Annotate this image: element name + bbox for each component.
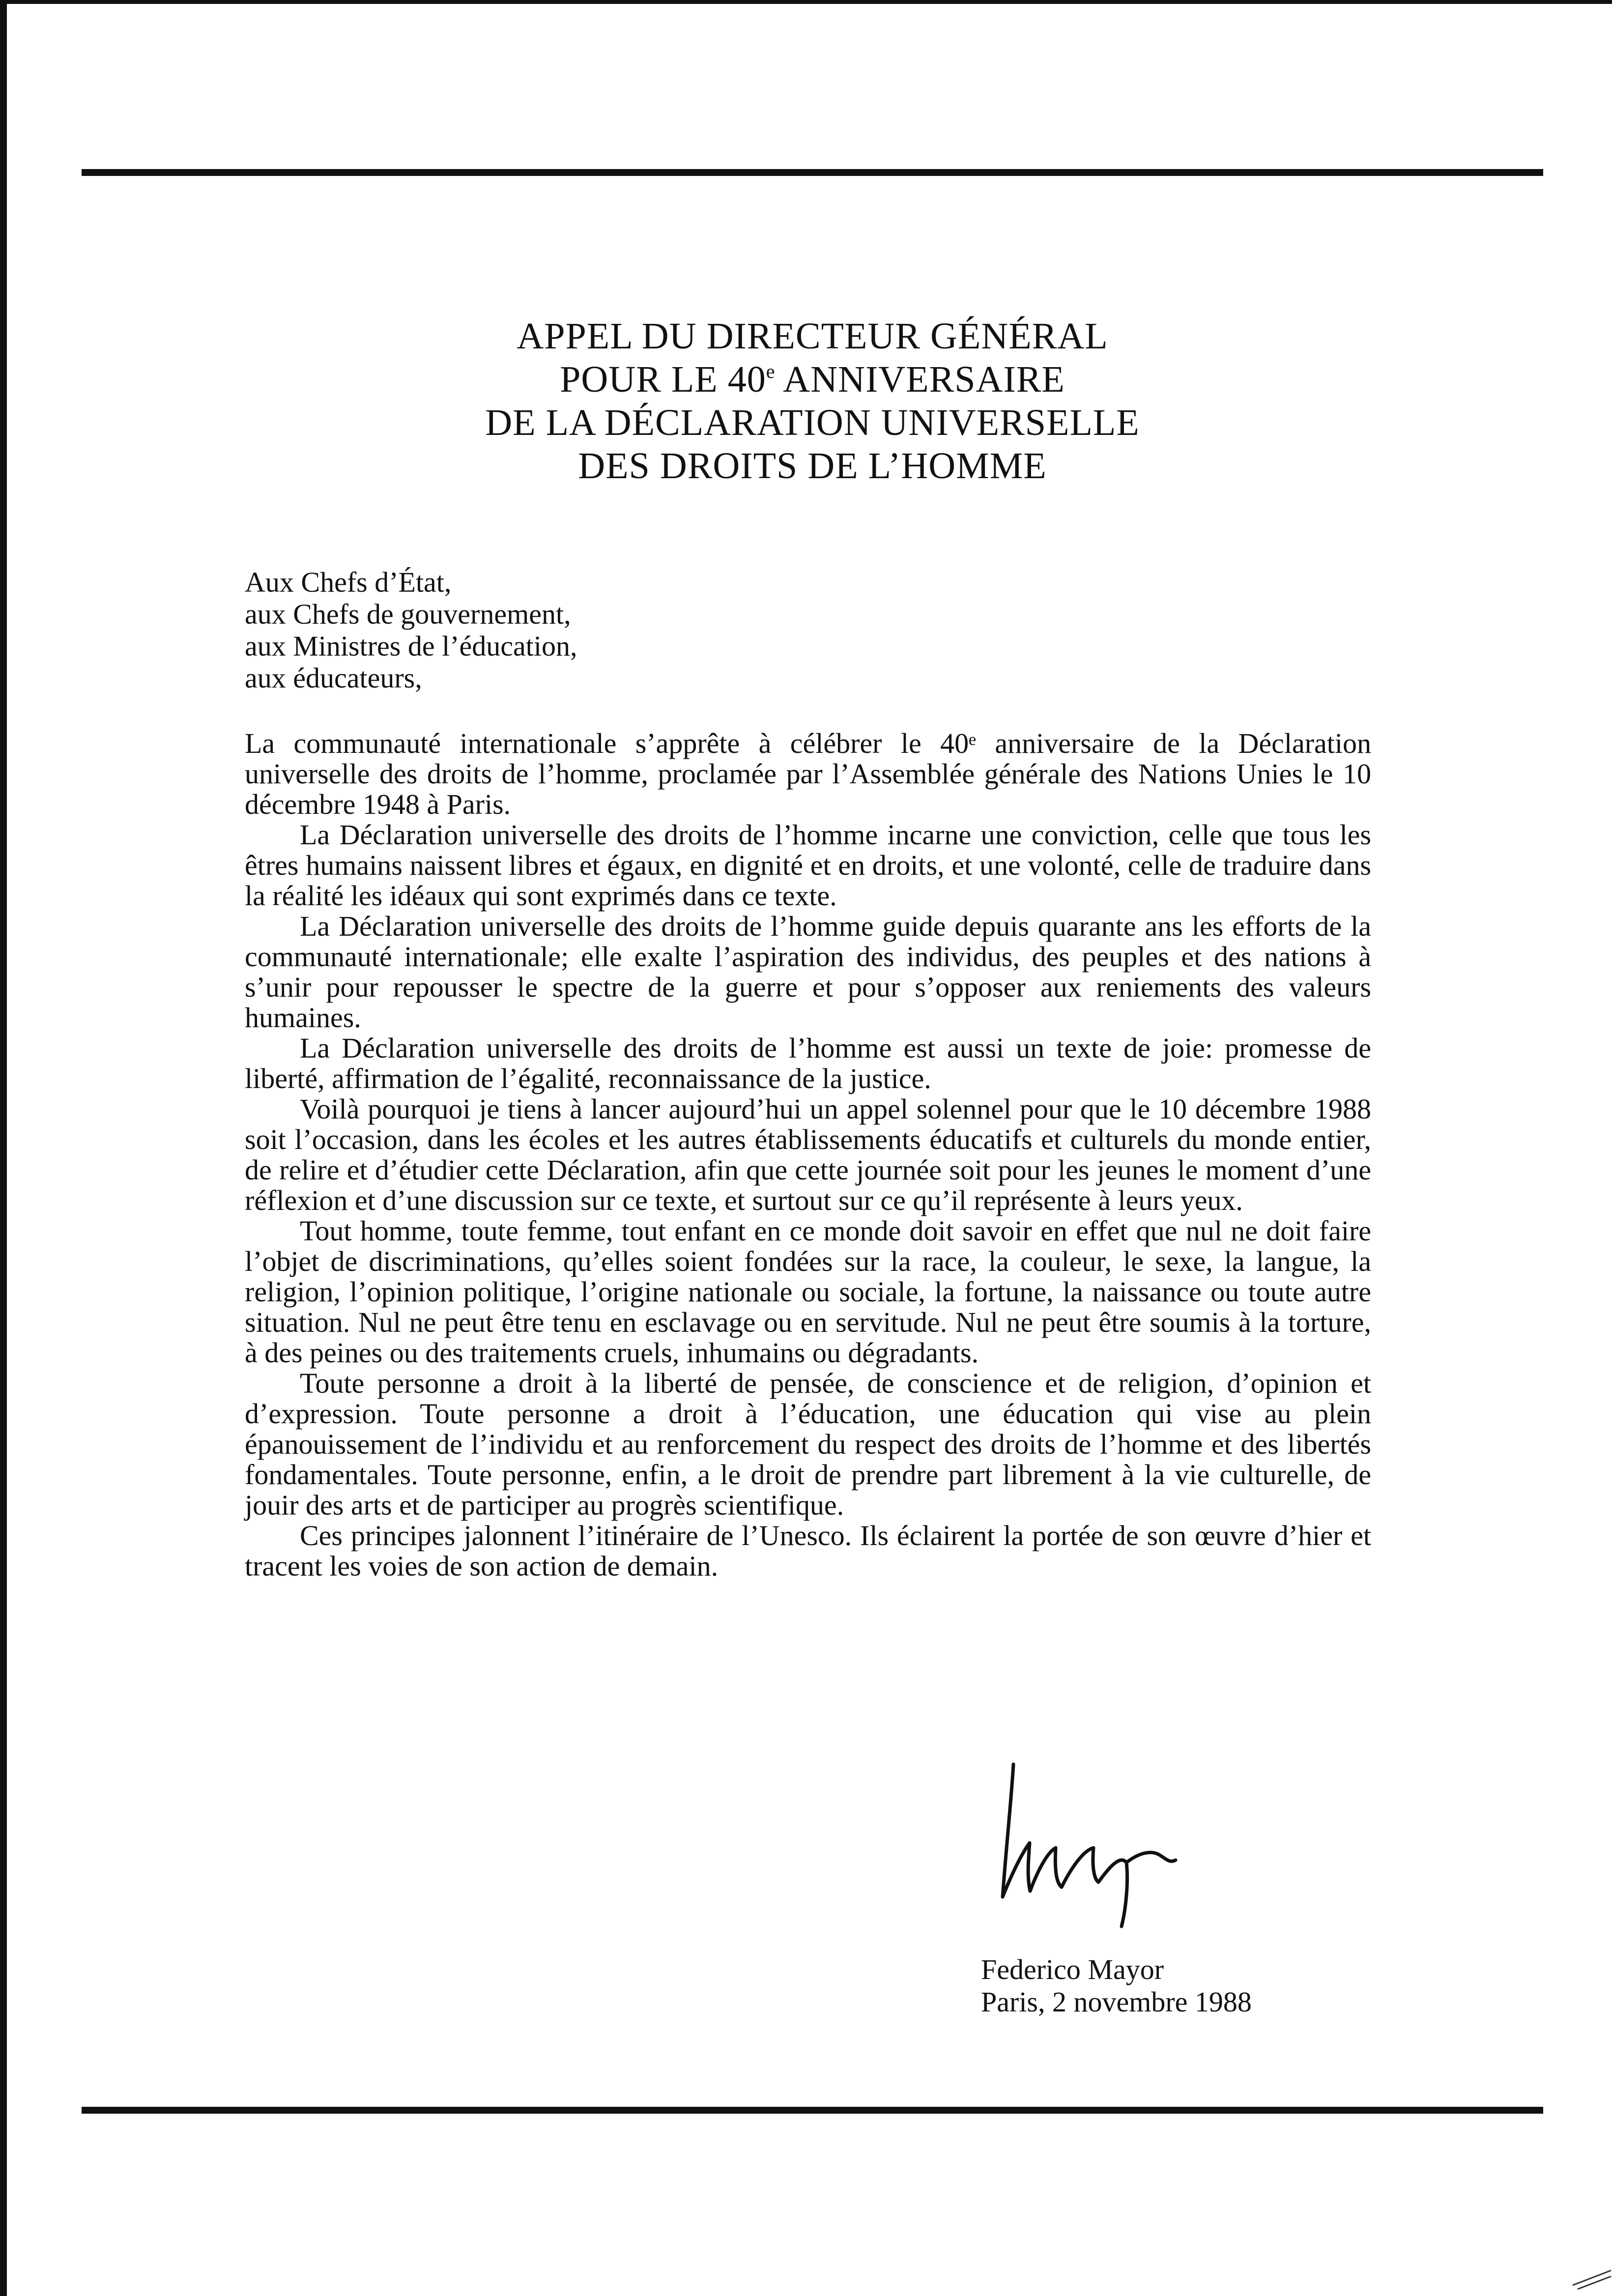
page-edge-left xyxy=(0,0,7,2296)
paragraph: Toute personne a droit à la liberté de pensée, de conscience et de religion, d’opinion et d’expression. Toute personne a droit à l’éducation, une éducation qui vise au plein épanouissement de l’individu et au renforcement du respect des droits de l’homme et des libertés fondamentales. Toute personne, enfin, a le droit de prendre part librement à la vie culturelle, de jouir des arts et de participer au progrès scientifique. xyxy=(245,1367,1371,1521)
addressee-line: Aux Chefs d’État, xyxy=(245,566,452,598)
title-line-2-end: ANNIVERSAIRE xyxy=(775,359,1065,400)
paragraph: La Déclaration universelle des droits de l’homme est aussi un texte de joie: promesse de liberté, affirmation de l’égalité, reconnaissance de la justice. xyxy=(245,1032,1371,1094)
signatory-name: Federico Mayor xyxy=(981,1953,1164,1985)
title-line-2-start: POUR LE 40 xyxy=(560,359,766,400)
title-line-2 xyxy=(82,358,1543,401)
paragraph: La Déclaration universelle des droits de l’homme incarne une conviction, celle que tous les êtres humains naissent libres et égaux, en dignité et en droits, et une volonté, celle de traduire dans la réalité les idéaux qui sont exprimés dans ce texte. xyxy=(245,819,1371,912)
addressee-line: aux Ministres de l’éducation, xyxy=(245,630,577,662)
page-edge-top xyxy=(0,0,1612,4)
addressee-line: aux Chefs de gouvernement, xyxy=(245,598,571,630)
title-line-4: DES DROITS DE L’HOMME xyxy=(578,445,1047,487)
paragraph: Tout homme, toute femme, tout enfant en ce monde doit savoir en effet que nul ne doit faire l’objet de discriminations, qu’elles soient fondées sur la race, la couleur, le sexe, la langue, la religion, l’opinion politique, l’origine nationale ou sociale, la fortune, la naissance ou toute autre situation. Nul ne peut être tenu en esclavage ou en servitude. Nul ne peut être soumis à la torture, à des peines ou des traitements cruels, inhumains ou dégradants. xyxy=(245,1215,1371,1369)
paragraph: La communauté internationale s’apprête à célébrer le 40ᵉ anniversaire de la Déclaration universelle des droits de l’homme, proclamée par l’Assemblée générale des Nations Unies le 10 décembre 1948 à Paris. xyxy=(245,727,1371,820)
paragraph: Ces principes jalonnent l’itinéraire de l’Unesco. Ils éclairent la portée de son œuvre d’hier et tracent les voies de son action de demain. xyxy=(245,1520,1371,1582)
paragraph: Voilà pourquoi je tiens à lancer aujourd’hui un appel solennel pour que le 10 décembre 1988 soit l’occasion, dans les écoles et les autres établissements éducatifs et culturels du monde entier, de relire et d’étudier cette Déclaration, afin que cette journée soit pour les jeunes le moment d’une réflexion et d’une discussion sur ce texte, et surtout sur ce qu’il représente à leurs yeux. xyxy=(245,1093,1371,1216)
top-rule xyxy=(82,169,1543,176)
place-date: Paris, 2 novembre 1988 xyxy=(981,1986,1252,2018)
title-line-1: APPEL DU DIRECTEUR GÉNÉRAL xyxy=(517,316,1108,357)
title-ordinal-superscript: e xyxy=(766,360,776,382)
scan-edge-marks xyxy=(1568,2251,1612,2296)
document-title xyxy=(82,315,1543,488)
signoff xyxy=(981,1953,1252,2018)
addressees xyxy=(245,566,577,694)
addressee-line: aux éducateurs, xyxy=(245,662,422,694)
bottom-rule xyxy=(82,2107,1543,2114)
handwritten-signature xyxy=(983,1750,1238,1936)
title-line-3: DE LA DÉCLARATION UNIVERSELLE xyxy=(485,402,1140,443)
letter-body xyxy=(245,728,1371,1581)
paragraph: La Déclaration universelle des droits de l’homme guide depuis quarante ans les efforts de la communauté internationale; elle exalte l’aspiration des individus, des peuples et des nations à s’unir pour repousser le spectre de la guerre et pour s’opposer aux reniements des valeurs humaines. xyxy=(245,910,1371,1033)
